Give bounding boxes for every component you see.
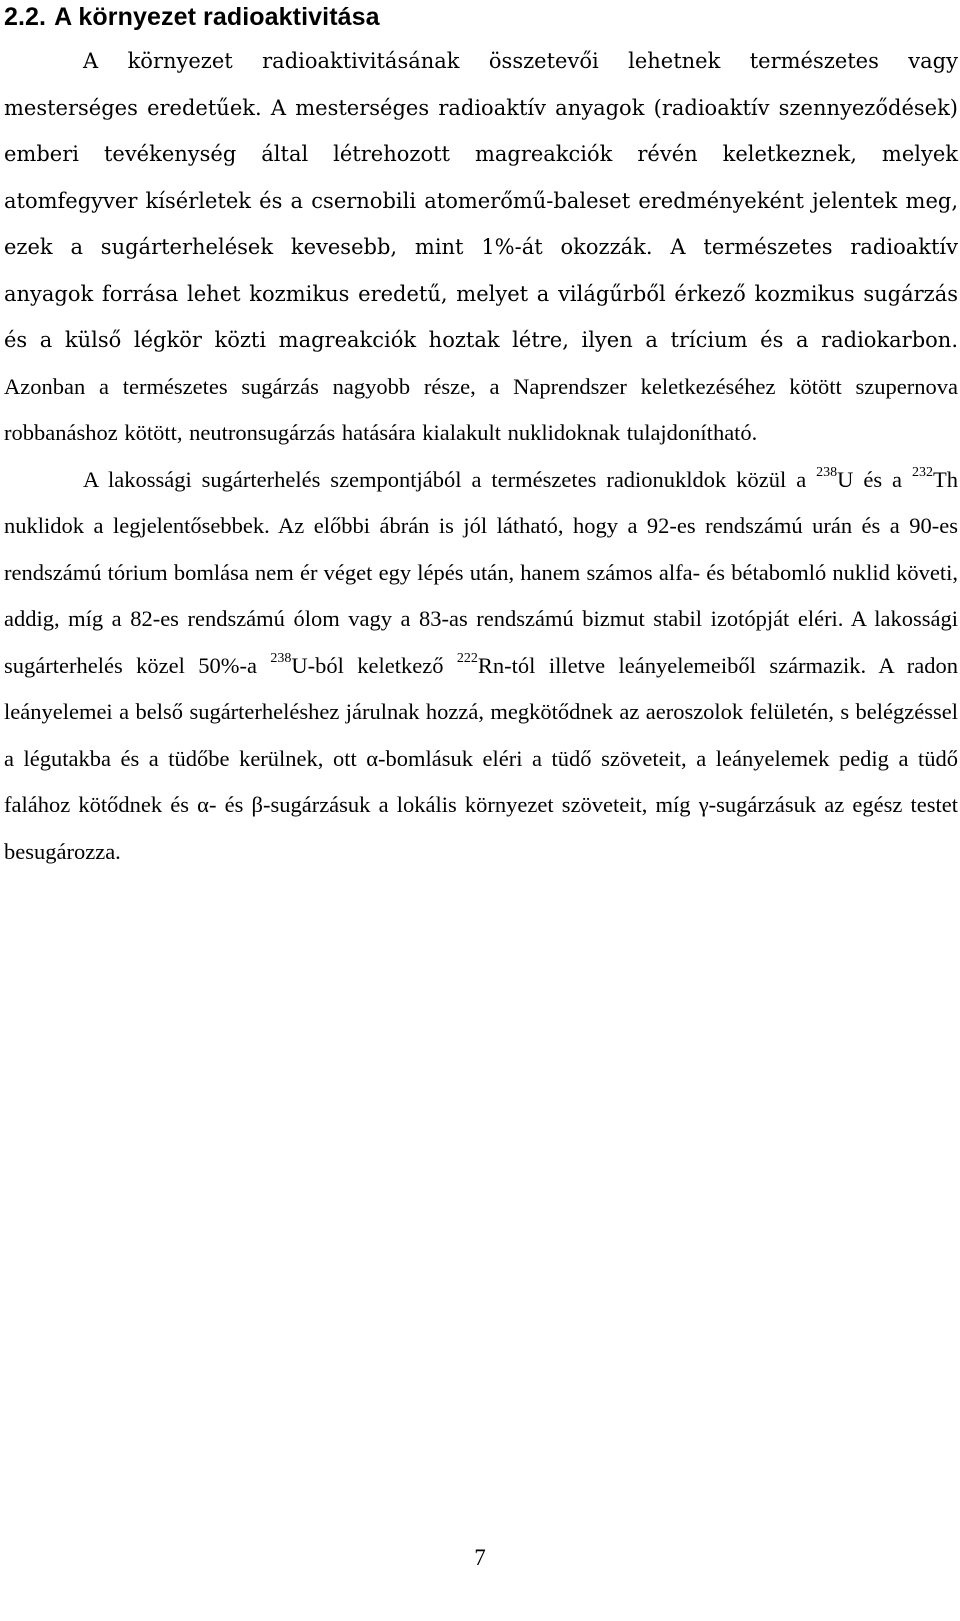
paragraph-2-u-from: U-ból keletkező [291, 652, 457, 678]
paragraph-2-intro: A lakossági sugárterhelés szempontjából a természetes radionukldok közül a [83, 466, 817, 492]
paragraph-2-rn-text: Rn-tól illetve leányelemeiből származik. A radon leányelemei a belső sugárterheléshez járulnak hozzá, megkötődnek az aeroszolok felületén, s belégzéssel a légutakba és a tüdőbe kerülnek, ott α-bomlásuk eléri a tüdő szöveteit, a leányelemek pedig a tüdő falához kötődnek és α- és β-sugárzásuk a lokális környezet szöveteit, míg γ-sugárzásuk az egész testet besugározza. [4, 652, 958, 864]
paragraph-1-text: A környezet radioaktivitásának összetevői lehetnek természetes vagy mesterséges eredetűek. A mesterséges radioaktív anyagok (radioaktív szennyeződések) emberi tevékenység által létrehozott magreakciók révén keletkeznek, melyek atomfegyver kísérletek és a csernobili atomerőmű-baleset eredményeként jelentek meg, ezek a sugárterhelések kevesebb, mint 1%-át okozzák. A természetes radioaktív anyagok forrása lehet kozmikus eredetű, melyet a világűrből érkező kozmikus sugárzás és a külső légkör közti magreakciók hoztak létre, ilyen a trícium és a radiokarbon. [4, 49, 958, 352]
mass-number-th232: 232 [912, 464, 934, 480]
section-number: 2.2. [4, 3, 47, 31]
paragraph-2-th-text: Th nuklidok a legjelentősebbek. Az előbbi ábrán is jól látható, hogy a 92-es rendszámú urán és a 90-es rendszámú tórium bomlása nem ér véget egy lépés után, hanem számos alfa- és bétabomló nuklid követi, addig, míg a 82-es rendszámú ólom vagy a 83-as rendszámú bizmut stabil izotópját eléri. A lakossági sugárterhelés közel 50%-a [4, 466, 959, 678]
section-heading [4, 0, 958, 33]
section-title: A környezet radioaktivitása [54, 3, 380, 31]
mass-number-rn222: 222 [456, 650, 478, 666]
paragraph-2-u-and: U és a [837, 466, 913, 492]
paragraph-1-text-continued: Azonban a természetes sugárzás nagyobb része, a Naprendszer keletkezéséhez kötött szupernova robbanáshoz kötött, neutronsugárzás hatására kialakult nuklidoknak tulajdonítható. [4, 373, 958, 445]
mass-number-u238: 238 [816, 464, 838, 480]
mass-number-u238-second: 238 [270, 650, 292, 666]
paragraph-radioactivity-sources [4, 38, 958, 457]
page-number: 7 [474, 1545, 486, 1570]
paragraph-population-exposure [4, 457, 958, 876]
document-page [4, 0, 958, 875]
